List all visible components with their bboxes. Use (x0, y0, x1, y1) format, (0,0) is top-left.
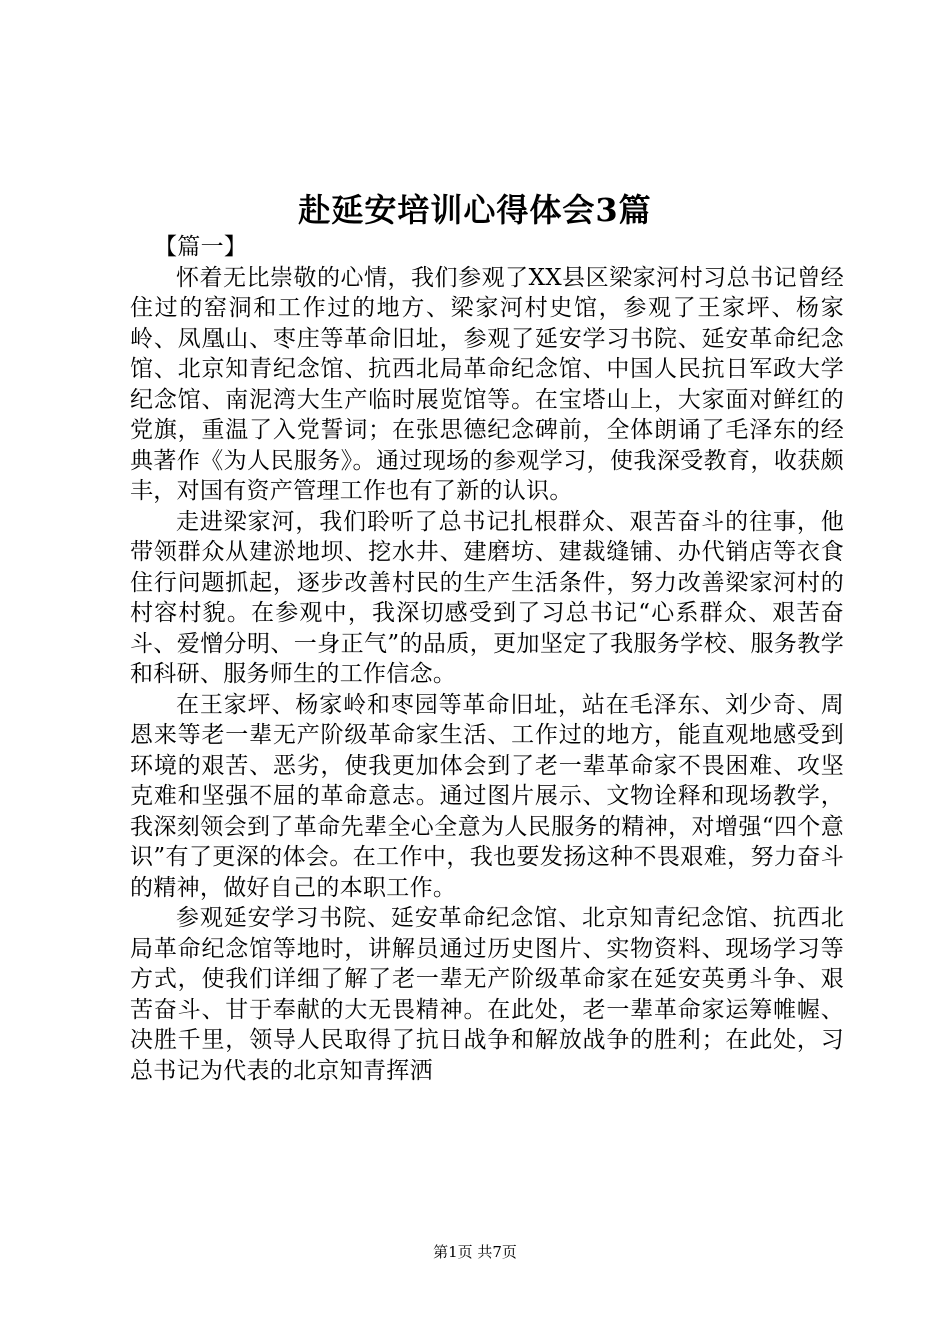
paragraph-2: 走进梁家河，我们聆听了总书记扎根群众、艰苦奋斗的往事，他带领群众从建淤地坝、挖水井、建磨坊、建裁缝铺、办代销店等衣食住行问题抓起，逐步改善村民的生产生活条件，努力改善梁家河村的村容村貌。在参观中，我深切感受到了习总书记“心系群众、艰苦奋斗、爱憎分明、一身正气”的品质，更加坚定了我服务学校、服务教学和科研、服务师生的工作信念。 (130, 508, 844, 687)
paragraph-3: 在王家坪、杨家岭和枣园等革命旧址，站在毛泽东、刘少奇、周恩来等老一辈无产阶级革命家生活、工作过的地方，能直观地感受到环境的艰苦、恶劣，使我更加体会到了老一辈革命家不畏困难、攻坚克难和坚强不屈的革命意志。通过图片展示、文物诠释和现场教学，我深刻领会到了革命先辈全心全意为人民服务的精神，对增强“四个意识”有了更深的体会。在工作中，我也要发扬这种不畏艰难，努力奋斗的精神，做好自己的本职工作。 (130, 691, 844, 901)
document-title: 赴延安培训心得体会3篇 (298, 191, 652, 229)
page-footer: 第1页 共7页 (433, 1243, 517, 1261)
paragraph-4: 参观延安学习书院、延安革命纪念馆、北京知青纪念馆、抗西北局革命纪念馆等地时，讲解员通过历史图片、实物资料、现场学习等方式，使我们详细了解了老一辈无产阶级革命家在延安英勇斗争、艰苦奋斗、甘于奉献的大无畏精神。在此处，老一辈革命家运筹帷幄、决胜千里，领导人民取得了抗日战争和解放战争的胜利；在此处，习总书记为代表的北京知青挥洒 (130, 905, 844, 1084)
section-label: 【篇一】 (154, 234, 248, 260)
document-body (130, 232, 844, 1086)
paragraph-1: 怀着无比崇敬的心情，我们参观了XX县区梁家河村习总书记曾经住过的窑洞和工作过的地方、梁家河村史馆，参观了王家坪、杨家岭、凤凰山、枣庄等革命旧址，参观了延安学习书院、延安革命纪念馆、北京知青纪念馆、抗西北局革命纪念馆、中国人民抗日军政大学纪念馆、南泥湾大生产临时展览馆等。在宝塔山上，大家面对鲜红的党旗，重温了入党誓词；在张思德纪念碑前，全体朗诵了毛泽东的经典著作《为人民服务》。通过现场的参观学习，使我深受教育，收获颇丰，对国有资产管理工作也有了新的认识。 (130, 264, 844, 504)
